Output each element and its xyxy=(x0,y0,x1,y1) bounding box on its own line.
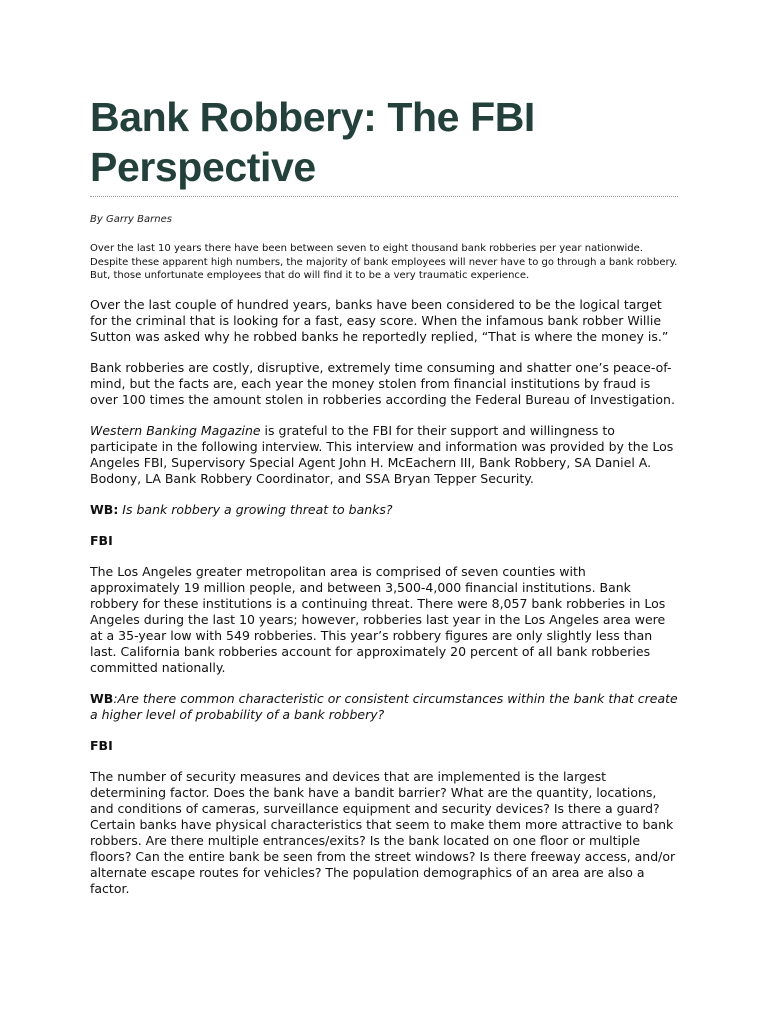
question-2-label: WB xyxy=(90,690,114,706)
answer-1-speaker: FBI xyxy=(90,532,113,548)
answer-2-label xyxy=(90,738,678,754)
answer-2-speaker: FBI xyxy=(90,737,113,753)
question-1 xyxy=(90,502,678,518)
intro-paragraph: Over the last 10 years there have been between seven to eight thousand bank robberies per year nationwide. Despite these apparent high numbers, the majority of bank employees will never have to go through a bank robbery. But, those unfortunate employees that do will find it to be a very traumatic experience. xyxy=(90,243,678,281)
answer-1-label xyxy=(90,533,678,549)
title-divider xyxy=(90,196,678,197)
paragraph-willie-sutton: Over the last couple of hundred years, banks have been considered to be the logical target for the criminal that is looking for a fast, easy score. When the infamous bank robber Willie Sutton was asked why he robbed banks he reportedly replied, “That is where the money is.” xyxy=(90,296,669,344)
article-title: Bank Robbery: The FBI Perspective xyxy=(90,94,535,190)
paragraph-acknowledgement xyxy=(90,423,678,487)
answer-2-text: The number of security measures and devices that are implemented is the largest determining factor. Does the bank have a bandit barrier? What are the quantity, locations, and conditions of cameras, surveillance equipment and security devices? Is there a guard? Certain banks have physical characteristics that seem to make them more attractive to bank robbers. Are there multiple entrances/exits? Is the bank located on one floor or multiple floors? Can the entire bank be seen from the street windows? Is there freeway access, and/or alternate escape routes for vehicles? The population demographics of an area are also a factor. xyxy=(90,768,676,896)
question-1-text: Is bank robbery a growing threat to banks? xyxy=(118,501,393,517)
magazine-name: Western Banking Magazine xyxy=(90,422,261,438)
acknowledgement-text: is grateful to the FBI for their support and willingness to participate in the following interview. This interview and information was provided by the Los Angeles FBI, Supervisory Special Agent John H. McEachern III, Bank Robbery, SA Daniel A. Bodony, LA Bank Robbery Coordinator, and SSA Bryan Tepper Security. xyxy=(90,422,674,486)
question-2-text: :Are there common characteristic or consistent circumstances within the bank that create a higher level of probability of a bank robbery? xyxy=(90,690,678,722)
byline: By Garry Barnes xyxy=(90,214,172,225)
answer-1-text: The Los Angeles greater metropolitan area is comprised of seven counties with approximately 19 million people, and between 3,500-4,000 financial institutions. Bank robbery for these institutions is a continuing threat. There were 8,057 bank robberies in Los Angeles during the last 10 years; however, robberies last year in the Los Angeles area were at a 35-year low with 549 robberies. This year’s robbery figures are only slightly less than last. California bank robberies account for approximately 20 percent of all bank robberies committed nationally. xyxy=(90,563,666,675)
question-2 xyxy=(90,691,678,723)
paragraph-fraud-facts: Bank robberies are costly, disruptive, extremely time consuming and shatter one’s peace-of-mind, but the facts are, each year the money stolen from financial institutions by fraud is over 100 times the amount stolen in robberies according the Federal Bureau of Investigation. xyxy=(90,359,675,407)
question-1-label: WB: xyxy=(90,501,119,517)
